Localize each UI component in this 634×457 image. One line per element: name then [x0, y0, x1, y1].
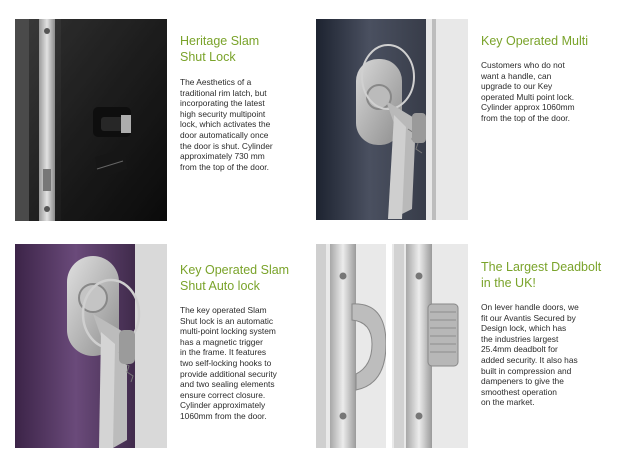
heritage-title: Heritage Slam Shut Lock: [180, 34, 260, 64]
key-slam-description: The key operated Slam Shut lock is an automatic multi-point locking system has a magnetic trigger in the frame. It features two self-locking hooks to provide additional security and two sealing elements ensure correct closure. Cylinder approximately 1060mm from the door.: [180, 305, 277, 421]
key-multi-photo: [316, 19, 468, 220]
heritage-lock-photo: [15, 19, 167, 221]
key-multi-title: Key Operated Multi: [481, 34, 588, 48]
key-slam-photo: [15, 244, 167, 448]
key-slam-title: Key Operated Slam Shut Auto lock: [180, 263, 290, 293]
deadbolt-photo: [316, 244, 468, 448]
deadbolt-title: The Largest Deadbolt in the UK!: [481, 260, 602, 290]
deadbolt-description: On lever handle doors, we fit our Avantis Secured by Design lock, which has the industries largest 25.4mm deadbolt for added security. It also has built in compression and dampeners to give the smoothest operation on the market.: [481, 302, 579, 408]
heritage-description: The Aesthetics of a traditional rim latch, but incorporating the latest high security multipoint lock, which activates the door automatically once the door is shut. Cylinder approximately 730 mm from the top of the door.: [180, 77, 273, 172]
key-multi-description: Customers who do not want a handle, can upgrade to our Key operated Multi point lock. Cylinder approx 1060mm from the top of the door.: [481, 60, 575, 123]
